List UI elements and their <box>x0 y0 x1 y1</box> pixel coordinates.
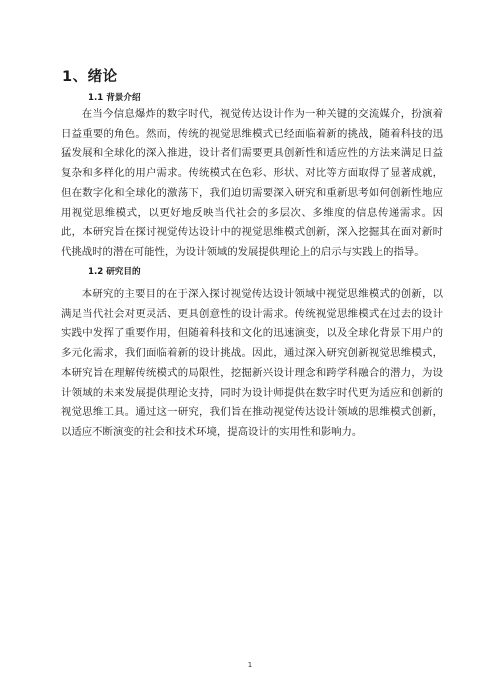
paragraph-background: 在当今信息爆炸的数字时代，视觉传达设计作为一种关键的交流媒介，扮演着日益重要的角色。然而，传统的视觉思维模式已经面临着新的挑战，随着科技的迅猛发展和全球化的深入推进，设计者们需要更具创新性和适应性的方法来满足日益复杂和多样化的用户需求。传统模式在色彩、形状、对比等方面取得了显著成就，但在数字化和全球化的激荡下，我们迫切需要深入研究和重新思考如何创新性地应用视觉思维模式，以更好地反映当代社会的多层次、多维度的信息传递需求。因此，本研究旨在探讨视觉传达设计中的视觉思维模式创新，深入挖掘其在面对新时代挑战时的潜在可能性，为设计领域的发展提供理论上的启示与实践上的指导。 <box>61 108 443 258</box>
section-heading-purpose: 1.2 研究目的 <box>88 267 141 277</box>
section-heading-background: 1.1 背景介绍 <box>88 93 141 103</box>
paragraph-purpose: 本研究的主要目的在于深入探讨视觉传达设计领域中视觉思维模式的创新，以满足当代社会对更灵活、更具创意性的设计需求。传统视觉思维模式在过去的设计实践中发挥了重要作用，但随着科技和文化的迅速演变，以及全球化背景下用户的多元化需求，我们面临着新的设计挑战。因此，通过深入研究创新视觉思维模式，本研究旨在理解传统模式的局限性，挖掘新兴设计理念和跨学科融合的潜力，为设计领域的未来发展提供理论支持，同时为设计师提供在数字时代更为适应和创新的视觉思维工具。通过这一研究，我们旨在推动视觉传达设计领域的思维模式创新，以适应不断演变的社会和技术环境，提高设计的实用性和影响力。 <box>61 288 443 438</box>
page-number: 1 <box>247 661 253 669</box>
chapter-title: 1、绪论 <box>62 69 118 85</box>
